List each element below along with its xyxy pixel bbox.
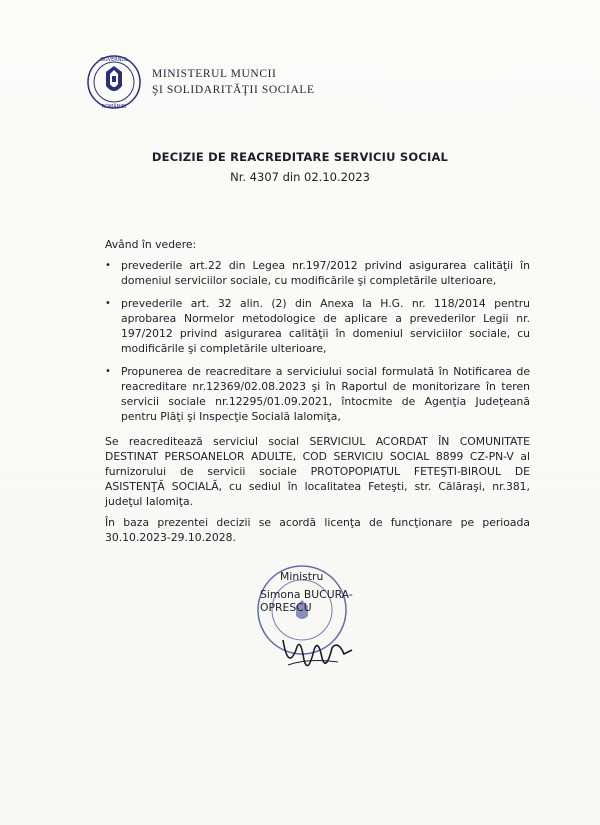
license-paragraph: În baza prezentei decizii se acordă licenţa de funcţionare pe perioada 30.10.2023-29.10.2028.: [105, 516, 530, 544]
considerations-list: [105, 258, 530, 424]
list-item: [105, 258, 530, 288]
consideration-text: prevederile art.22 din Legea nr.197/2012 privind asigurarea calităţii în domeniul serviciilor sociale, cu modificările şi completările ulterioare,: [121, 259, 530, 287]
letterhead: [86, 52, 315, 112]
consideration-text: Propunerea de reacreditare a serviciului social formulată în Notificarea de reacreditare nr.12369/02.08.2023 şi în Raportul de monitorizare în teren servicii sociale nr.12295/01.09.2021, întocmite de Agenţia Judeţeană pentru Plăţi şi Inspecţie Socială Ialomiţa,: [121, 365, 530, 423]
document-body: [105, 237, 530, 545]
emblem-top-text: GUVERNUL: [100, 57, 128, 63]
intro-text: Având în vedere:: [105, 238, 197, 251]
list-item: [105, 296, 530, 356]
government-emblem-icon: [86, 52, 142, 112]
bullet-icon: •: [105, 260, 111, 271]
emblem-bottom-text: ROMÂNIEI: [101, 104, 127, 110]
bullet-icon: •: [105, 298, 111, 309]
list-item: [105, 364, 530, 424]
signatory-name: Simona BUCURA-OPRESCU: [260, 588, 353, 614]
ministry-name: [152, 66, 315, 98]
handwritten-signature-icon: [278, 620, 358, 680]
decision-paragraph: Se reacreditează serviciul social SERVICIUL ACORDAT ÎN COMUNITATE DESTINAT PERSOANELOR ADULTE, COD SERVICIU SOCIAL 8899 CZ-PN-V al furnizorului de servicii sociale PROTOPOPIATUL FETEŞTI-BIROUL DE ASISTENŢĂ SOCIALĂ, cu sediul în localitatea Feteşti, str. Călăraşi, nr.381, judeţul Ialomiţa.: [105, 435, 530, 508]
consideration-text: prevederile art. 32 alin. (2) din Anexa la H.G. nr. 118/2014 pentru aprobarea Normelor metodologice de aplicare a prevederilor Legii nr. 197/2012 privind asigurarea calităţii în domeniul serviciilor sociale, cu modificările şi completările ulterioare,: [121, 297, 530, 355]
ministry-line-2: ŞI SOLIDARITĂŢII SOCIALE: [152, 84, 315, 96]
ministry-line-1: MINISTERUL MUNCII: [152, 68, 277, 80]
signatory-role: Ministru: [280, 570, 324, 583]
bullet-icon: •: [105, 366, 111, 377]
document-title: DECIZIE DE REACREDITARE SERVICIU SOCIAL: [151, 150, 449, 164]
document-number: Nr. 4307 din 02.10.2023: [230, 170, 370, 184]
